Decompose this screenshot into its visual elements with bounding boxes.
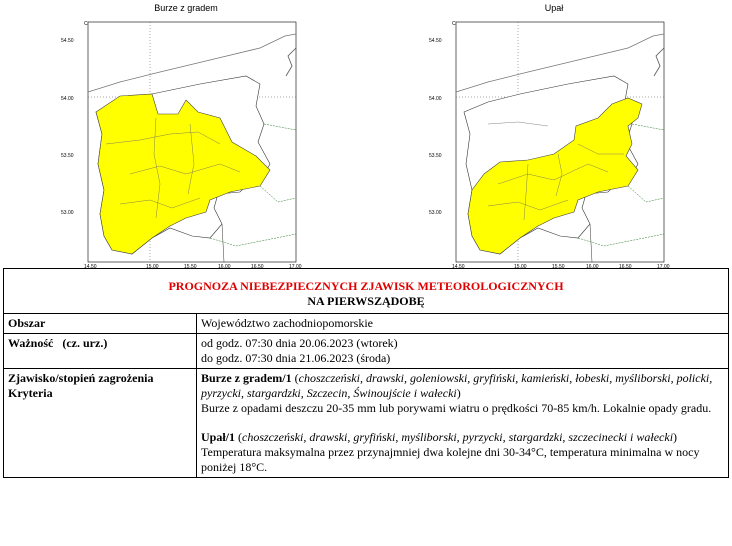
lon-label: 16.50 — [251, 264, 264, 269]
area-value: Województwo zachodniopomorskie — [197, 314, 729, 334]
lon-label: 15.00 — [514, 264, 527, 269]
row-validity — [4, 334, 729, 369]
spacer — [201, 416, 724, 430]
lon-label: 17.00 — [289, 264, 302, 269]
storm-counties-line — [201, 371, 724, 401]
storm-counties: choszczeński, drawski, goleniowski, gryfiński, kamieński, łobeski, myśliborski, policki, pyrzycki, stargardzki, Szczecin, Świnoujście i wałecki — [201, 371, 713, 400]
lat-label: 53.50 — [61, 153, 74, 159]
storm-title: Burze z gradem/1 — [201, 371, 292, 385]
heat-description: Temperatura maksymalna przez przynajmniej dwa kolejne dni 30-34°C, temperatura minimalna w nocy poniżej 18°C. — [201, 445, 700, 474]
row-area — [4, 314, 729, 334]
heat-title: Upał/1 — [201, 430, 236, 444]
lat-label: 53.50 — [429, 153, 442, 159]
lat-label: 54.50 — [429, 38, 442, 44]
validity-value — [197, 334, 729, 369]
map-heat-image — [428, 14, 688, 269]
phenomena-label-cell — [4, 369, 197, 478]
forecast-table — [3, 268, 729, 478]
row-phenomena — [4, 369, 729, 478]
validity-label: Ważność — [8, 336, 54, 350]
heat-counties-line — [201, 430, 724, 445]
lat-label: 54.00 — [429, 96, 442, 102]
map-storm-image — [60, 14, 320, 269]
validity-label-cell — [4, 334, 197, 369]
heat-close-paren: ) — [673, 430, 678, 444]
lon-label: 15.00 — [146, 264, 159, 269]
phenomena-value — [197, 369, 729, 478]
map-storm-title: Burze z gradem — [154, 3, 218, 13]
validity-to: do godz. 07:30 dnia 21.06.2023 (środa) — [201, 351, 391, 365]
map-heat-title: Upał — [544, 3, 564, 13]
corner-label: C — [84, 21, 88, 27]
lon-label: 17.00 — [657, 264, 670, 269]
corner-label: C — [452, 21, 456, 27]
area-label: Obszar — [4, 314, 197, 334]
map-storm — [60, 0, 320, 268]
criteria-label: Kryteria — [8, 386, 53, 400]
lat-label: 54.50 — [61, 38, 74, 44]
header-line1: PROGNOZA NIEBEZPIECZNYCH ZJAWISK METEOROLOGICZNYCH — [168, 279, 564, 293]
lat-label: 53.00 — [61, 210, 74, 216]
validity-suffix: (cz. urz.) — [62, 336, 108, 350]
lon-label: 16.00 — [586, 264, 599, 269]
lon-label: 15.50 — [552, 264, 565, 269]
storm-close-paren: ) — [456, 386, 461, 400]
lon-label: 16.50 — [619, 264, 632, 269]
lon-label: 14.50 — [84, 264, 97, 269]
heat-open-paren: ( — [235, 430, 243, 444]
forecast-header — [4, 269, 729, 314]
lon-label: 14.50 — [452, 264, 465, 269]
lon-label: 16.00 — [218, 264, 231, 269]
storm-open-paren: ( — [291, 371, 299, 385]
storm-description: Burze z opadami deszczu 20-35 mm lub porywami wiatru o prędkości 70-85 km/h. Lokalnie opady gradu. — [201, 401, 712, 415]
lat-label: 53.00 — [429, 210, 442, 216]
map-heat — [428, 0, 688, 268]
heat-counties: choszczeński, drawski, gryfiński, myśliborski, pyrzycki, stargardzki, szczecinecki i wałecki — [242, 430, 674, 444]
lat-label: 54.00 — [61, 96, 74, 102]
lon-label: 15.50 — [184, 264, 197, 269]
header-line2: NA PIERWSZĄDOBĘ — [307, 294, 425, 308]
validity-from: od godz. 07:30 dnia 20.06.2023 (wtorek) — [201, 336, 398, 350]
phenomena-label: Zjawisko/stopień zagrożenia — [8, 371, 154, 385]
